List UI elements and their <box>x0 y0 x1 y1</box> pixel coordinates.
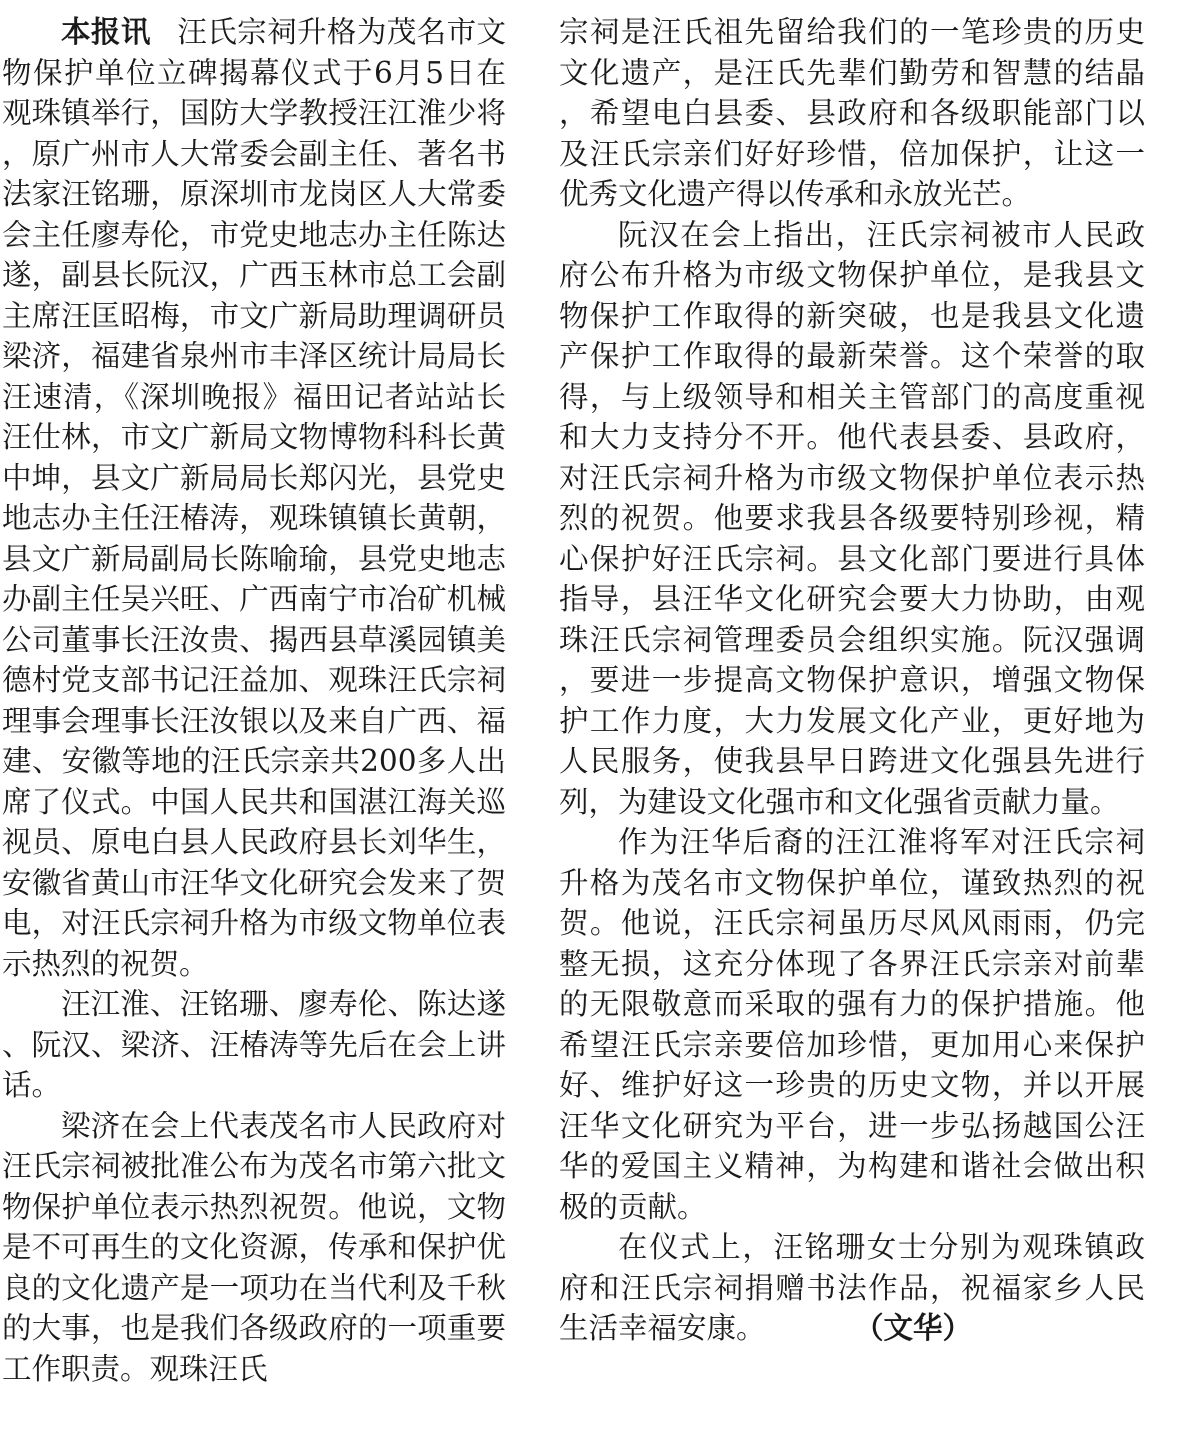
article-paragraph <box>2 12 506 984</box>
article-paragraph: 作为汪华后裔的汪江淮将军对汪氏宗祠升格为茂名市文物保护单位，谨致热烈的祝贺。他说，汪氏宗祠虽历尽风风雨雨，仍完整无损，这充分体现了各界汪氏宗亲对前辈的无限敬意而采取的强有力的保护措施。他希望汪氏宗亲要倍加珍惜，更加用心来保护好、维护好这一珍贵的历史文物，并以开展汪华文化研究为平台，进一步弘扬越国公汪华的爱国主义精神，为构建和谐社会做出积极的贡献。 <box>559 825 1145 1224</box>
article-column-right <box>559 12 1145 1349</box>
byline: （文华） <box>868 1311 973 1345</box>
article-paragraph <box>559 1227 1145 1349</box>
article-paragraph-continued: 宗祠是汪氏祖先留给我们的一笔珍贵的历史文化遗产，是汪氏先辈们勤劳和智慧的结晶，希望电白县委、县政府和各级职能部门以及汪氏宗亲们好好珍惜，倍加保护，让这一优秀文化遗产得以传承和永放光芒。 <box>559 15 1145 211</box>
article-paragraph: 阮汉在会上指出，汪氏宗祠被市人民政府公布升格为市级文物保护单位，是我县文物保护工作取得的新突破，也是我县文化遗产保护工作取得的最新荣誉。这个荣誉的取得，与上级领导和相关主管部门的高度重视和大力支持分不开。他代表县委、县政府，对汪氏宗祠升格为市级文物保护单位表示热烈的祝贺。他要求我县各级要特别珍视，精心保护好汪氏宗祠。县文化部门要进行具体指导，县汪华文化研究会要大力协助，由观珠汪氏宗祠管理委员会组织实施。阮汉强调，要进一步提高文物保护意识，增强文物保护工作力度，大力发展文化产业，更好地为人民服务，使我县早日跨进文化强县先进行列，为建设文化强市和文化强省贡献力量。 <box>559 217 1145 819</box>
article-paragraph: 梁济在会上代表茂名市人民政府对汪氏宗祠被批准公布为茂名市第六批文物保护单位表示热烈祝贺。他说，文物是不可再生的文化资源，传承和保护优良的文化遗产是一项功在当代利及千秋的大事，也是我们各级政府的一项重要工作职责。观珠汪氏 <box>2 1108 506 1386</box>
paragraph-text: 汪氏宗祠升格为茂名市文物保护单位立碑揭幕仪式于6月5日在观珠镇举行，国防大学教授汪江淮少将，原广州市人大常委会副主任、著名书法家汪铭珊，原深圳市龙岗区人大常委会主任廖寿伦，市党史地志办主任陈达遂，副县长阮汉，广西玉林市总工会副主席汪匡昭梅，市文广新局助理调研员梁济，福建省泉州市丰泽区统计局局长汪速清，《深圳晚报》福田记者站站长汪仕林，市文广新局文物博物科科长黄中坤，县文广新局局长郑闪光，县党史地志办主任汪椿涛，观珠镇镇长黄朝，县文广新局副局长陈喻瑜，县党史地志办副主任吴兴旺、广西南宁市冶矿机械公司董事长汪汝贵、揭西县草溪园镇美德村党支部书记汪益加、观珠汪氏宗祠理事会理事长汪汝银以及来自广西、福建、安徽等地的汪氏宗亲共200多人出席了仪式。中国人民共和国湛江海关巡视员、原电白县人民政府县长刘华生，安徽省黄山市汪华文化研究会发来了贺电，对汪氏宗祠升格为市级文物单位表示热烈的祝贺。 <box>2 15 506 981</box>
dateline: 本报讯 <box>61 15 151 49</box>
article-column-left <box>2 12 506 1389</box>
paragraph-text: 在仪式上，汪铭珊女士分别为观珠镇政府和汪氏宗祠捐赠书法作品，祝福家乡人民生活幸福安康。 <box>559 1230 1145 1345</box>
article-paragraph: 汪江淮、汪铭珊、廖寿伦、陈达遂、阮汉、梁济、汪椿涛等先后在会上讲话。 <box>2 987 506 1102</box>
